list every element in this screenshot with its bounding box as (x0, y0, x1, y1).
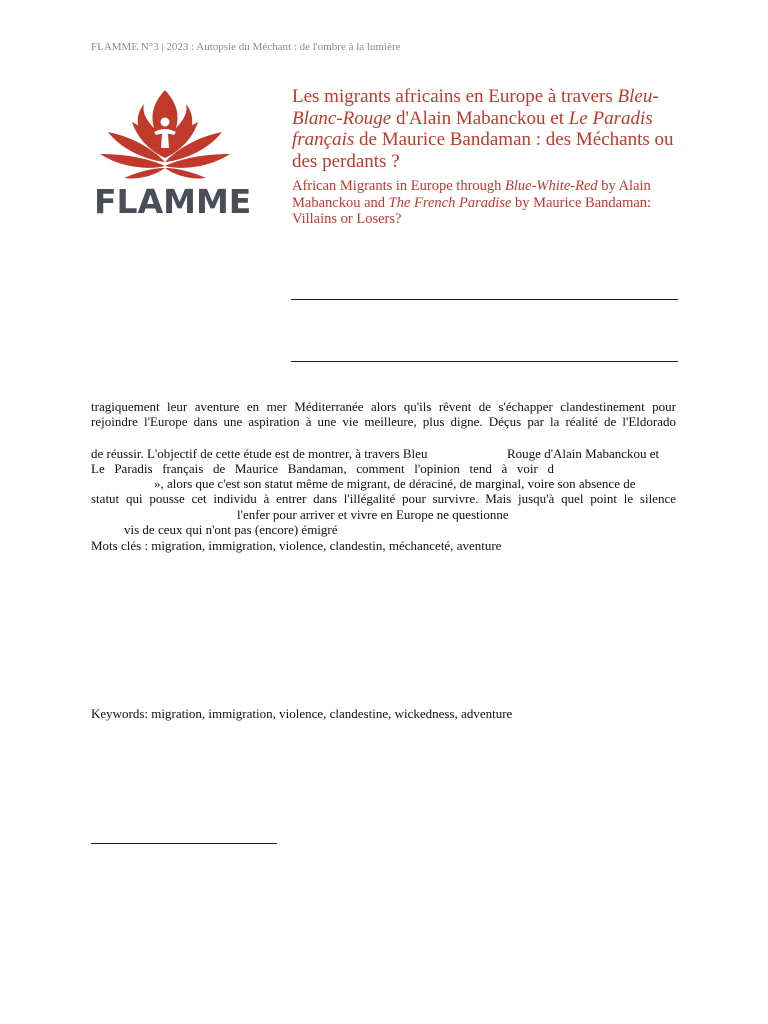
title-en-part-1: African Migrants in Europe through (292, 178, 506, 194)
article-title-fr (292, 86, 684, 172)
abstract-line-5: », alors que c'est son statut même de migrant, de déraciné, de marginal, voire son absence de (154, 476, 636, 491)
title-en-part-3: by Maurice Bandaman: Villains or Losers? (292, 194, 652, 227)
title-fr-book-2: Le Paradis français (292, 107, 653, 150)
abstract-line-7: l'enfer pour arriver et vivre en Europe ne questionne (237, 507, 509, 522)
flamme-logo (94, 88, 252, 224)
flamme-wordmark: FLAMME (94, 182, 252, 221)
title-en-part-2: by Alain Mabanckou and (292, 178, 651, 211)
title-fr-part-3: de Maurice Bandaman : des Méchants ou des perdants ? (292, 129, 674, 172)
title-fr-part-2: d'Alain Mabanckou et (391, 107, 569, 129)
title-en-book-2: The French Paradise (388, 194, 512, 211)
keywords-fr: Mots clés : migration, immigration, violence, clandestin, méchanceté, aventure (91, 538, 502, 553)
abstract-line-6: statut qui pousse cet individu à entrer dans l'illégalité pour survivre. Mais jusqu'à quel point le silence (91, 491, 676, 506)
abstract-line-8: vis de ceux qui n'ont pas (encore) émigré (124, 522, 338, 537)
lotus-flame-icon (94, 88, 236, 188)
title-fr-part-1: Les migrants africains en Europe à travers (292, 86, 618, 107)
author-rule-1 (291, 299, 678, 300)
title-en-book-1: Blue-White-Red (505, 178, 598, 194)
author-rule-2 (291, 361, 678, 362)
footnote-rule (91, 843, 277, 844)
keywords-en: Keywords: migration, immigration, violence, clandestine, wickedness, adventure (91, 706, 513, 721)
abstract-line-1: tragiquement leur aventure en mer Méditerranée alors qu'ils rêvent de s'échapper clandestinement pour (91, 399, 676, 414)
running-head: FLAMME N°3 | 2023 : Autopsie du Méchant : de l'ombre à la lumière (91, 41, 401, 53)
article-title-en (292, 178, 684, 228)
abstract-line-3a: de réussir. L'objectif de cette étude est de montrer, à travers Bleu (91, 446, 428, 461)
abstract-line-4: Le Paradis français de Maurice Bandaman, comment l'opinion tend à voir d (91, 461, 554, 476)
abstract-line-2: rejoindre l'Europe dans une aspiration à une vie meilleure, plus digne. Déçus par la réalité de l'Eldorado (91, 414, 676, 429)
abstract-line-3b: Rouge d'Alain Mabanckou et (507, 446, 660, 461)
title-fr-book-1: Bleu-Blanc-Rouge (292, 86, 659, 129)
